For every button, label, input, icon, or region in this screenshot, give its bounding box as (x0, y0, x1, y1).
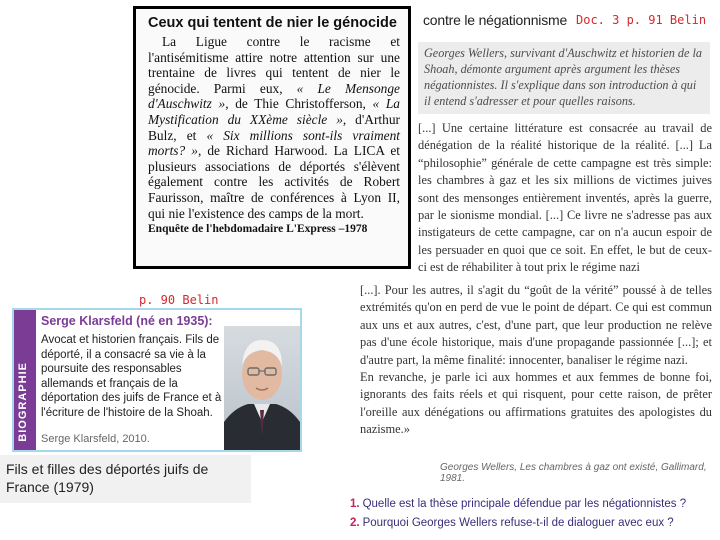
question-text: Quelle est la thèse principale défendue par les négationnistes ? (362, 498, 687, 510)
question-1 (350, 498, 686, 510)
document-paragraph-2: [...]. Pour les autres, il s'agit du “goût de la vérité” poussé à de telles extrémités qu'on en perd de vue le point de départ. Ce qui est commun aux uns et aux autres, c'est, d'une part, que leur production ne relève pas d'une école historique, mais d'une propagande passionnée [...]; et d'autre part, la même finalité: innocenter, banaliser le régime nazi. (360, 283, 712, 367)
clipping-title: Ceux qui tentent de nier le génocide (148, 15, 397, 31)
question-number: 1. (350, 498, 360, 510)
biography-side-band (14, 310, 36, 450)
biography-box (12, 308, 302, 452)
document-paragraph-3: En revanche, je parle ici aux hommes et aux femmes de bonne foi, ignorants des faits réels et qui risquent, pour cette raison, de prêter l'oreille aux dénégations ou affirmations gratuites des apologistes du nazisme.» (360, 370, 712, 437)
biography-caption: Serge Klarsfeld, 2010. (41, 433, 150, 445)
page-reference: p. 90 Belin (139, 293, 219, 307)
clipping-book-2: « La Mystification du XXème siècle » (148, 96, 400, 127)
document-source: Georges Wellers, Les chambres à gaz ont existé, Gallimard, 1981. (440, 462, 707, 484)
document-header: contre le négationnisme (423, 12, 568, 28)
clipping-text-2: , de Thie Christofferson, (225, 96, 373, 112)
clipping-book-1: « Le Mensonge d'Auschwitz » (148, 80, 400, 112)
biography-name: Serge Klarsfeld (né en 1935): (41, 314, 213, 328)
portrait-illustration (224, 326, 300, 450)
question-text: Pourquoi Georges Wellers refuse-t-il de dialoguer avec eux ? (362, 517, 674, 529)
clipping-body (148, 34, 400, 221)
caption-box: Fils et filles des déportés juifs de France (1979) (0, 455, 251, 503)
document-lower-text (360, 282, 712, 439)
clipping-source: Enquête de l'hebdomadaire L'Express –1978 (148, 223, 368, 236)
biography-text: Avocat et historien français. Fils de déporté, il a consacré sa vie à la poursuite des responsables allemands et français de la déportation des juifs de France et à l'écriture de l'histoire de la Shoah. (41, 334, 222, 419)
clipping-book-3: « Six millions sont-ils vraiment morts? » (148, 127, 400, 159)
doc-reference: Doc. 3 p. 91 Belin (576, 13, 707, 27)
question-2 (350, 517, 674, 529)
question-number: 2. (350, 517, 360, 529)
clipping-text-4: , de Richard Harwood. La LICA et plusieurs associations de déportés s'élèvent également contre les activités de Robert Faurisson, maître de conférences à Lyon II, qui nie l'existence des camps de la mort. (148, 143, 400, 221)
clipping-text-3: , d'Arthur Bulz, et (148, 111, 400, 143)
document-paragraph-1: [...] Une certaine littérature est consacrée au travail de dénégation de la réalité historique de la réalité. [...] La “philosophie” générale de cette campagne est très simple: les chambres à gaz et les six millions de victimes juives sont des mensonges entièrement inventés, après la guerre, par le sionisme mondial. [...] Ce livre ne s'adresse pas aux instigateurs de cette campagne, car on n'a aucun espoir de les persuader en quoi que ce soit. En effet, le but de ceux-ci est de réhabiliter à tout prix le régime nazi (418, 121, 712, 275)
document-intro: Georges Wellers, survivant d'Auschwitz et historien de la Shoah, démonte argument après argument les thèses négationnistes. Il s'explique dans son introduction à qui il entend s'adresser et pour quelles raisons. (418, 42, 710, 114)
portrait-photo (224, 326, 300, 450)
biography-side-label: BIOGRAPHIE (17, 362, 29, 442)
clipping-text-1: La Ligue contre le racisme et l'antisémitisme attire notre attention sur une trentaine de livres qui tentent de nier le génocide. Parmi eux, (148, 34, 400, 96)
press-clipping (133, 6, 411, 269)
